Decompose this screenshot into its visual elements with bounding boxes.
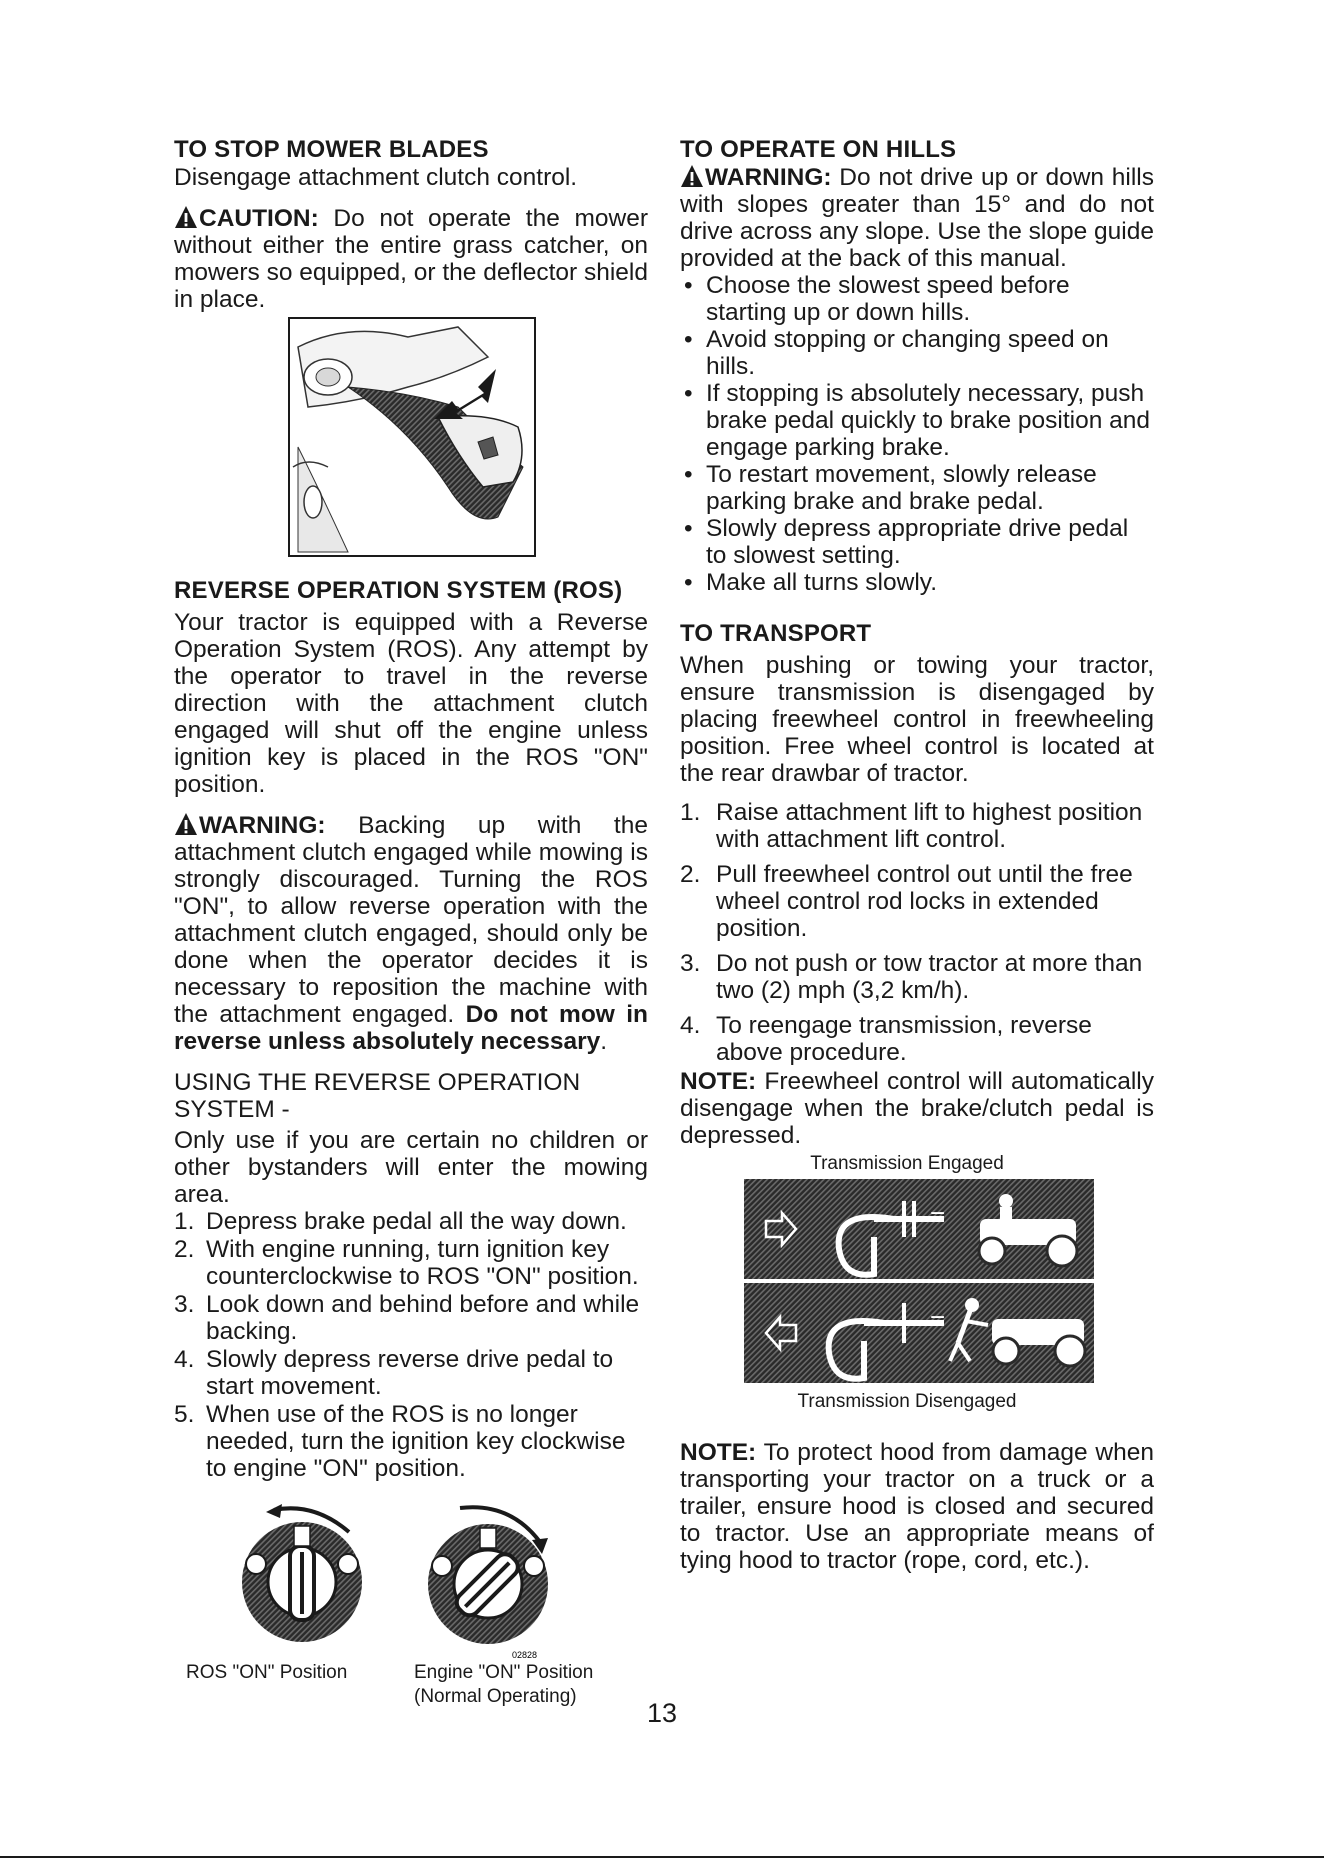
list-item: 1. Raise attachment lift to highest position with attachment lift control. <box>680 799 1143 853</box>
list-item: 3. Look down and behind before and while backing. <box>174 1291 640 1345</box>
list-item: 3. Do not push or tow tractor at more than two (2) mph (3,2 km/h). <box>680 950 1143 1004</box>
svg-text:=: = <box>930 1201 946 1231</box>
transport-text: When pushing or towing your tractor, ensure transmission is disengaged by placing freewheel control in freewheeling position. Free wheel control is located at the rear drawbar of tractor. <box>680 652 1154 787</box>
list-item: • Avoid stopping or changing speed on hills. <box>680 326 1154 380</box>
list-item: 2. Pull freewheel control out until the free wheel control rod locks in extended position. <box>680 861 1133 942</box>
ros-warning-paragraph: WARNING: Backing up with the attachment clutch engaged while mowing is strongly discouraged. Turning the ROS "ON", to allow reverse operation with the attachment clutch engaged, should only be done when the operator decides it is necessary to reposition the machine with the attachment engaged. Do not mow in reverse unless absolutely necessary. <box>174 812 648 1055</box>
ros-on-caption: ROS "ON" Position <box>186 1662 348 1683</box>
transmission-disengaged-caption: Transmission Disengaged <box>797 1391 1017 1412</box>
svg-text:=: = <box>930 1305 946 1335</box>
list-item: 5. When use of the ROS is no longer needed, turn the ignition key clockwise to engine "ON" position. <box>174 1401 626 1482</box>
warning-triangle-icon <box>174 812 198 836</box>
warning-triangle-icon <box>174 205 198 229</box>
list-item: 4. To reengage transmission, reverse above procedure. <box>680 1012 1092 1066</box>
transmission-engaged-caption: Transmission Engaged <box>810 1153 1004 1174</box>
list-item: • To restart movement, slowly release parking brake and brake pedal. <box>680 461 1154 515</box>
ros-warning-label: WARNING: <box>199 812 326 839</box>
ros-text: Your tractor is equipped with a Reverse Operation System (ROS). Any attempt by the operator to travel in the reverse direction with the attachment clutch engaged will shut off the engine unless ignition key is placed in the ROS "ON" position. <box>174 609 648 798</box>
ros-warning-text: Backing up with the attachment clutch engaged while mowing is strongly discouraged. Turning the ROS "ON", to allow reverse operation with the attachment clutch engaged, should only be done when the operator decides it is necessary to reposition the machine with the attachment engaged. <box>174 812 648 1028</box>
transmission-diagram <box>744 1179 1094 1389</box>
ros-heading: REVERSE OPERATION SYSTEM (ROS) <box>174 577 623 604</box>
engine-on-subcaption: (Normal Operating) <box>414 1686 577 1707</box>
page-number: 13 <box>646 1698 678 1728</box>
list-item: 4. Slowly depress reverse drive pedal to start movement. <box>174 1346 614 1400</box>
deflector-shield-illustration <box>288 317 536 557</box>
note-hood: NOTE: To protect hood from damage when transporting your tractor on a truck or a trailer, ensure hood is closed and secured to tractor. Use an appropriate means of tying hood to tractor (rope, cord, etc.). <box>680 1439 1154 1574</box>
caution-label: CAUTION: <box>199 205 319 232</box>
list-item: • If stopping is absolutely necessary, push brake pedal quickly to brake position and engage parking brake. <box>680 380 1154 461</box>
caution-text: Do not operate the mower without either the entire grass catcher, on mowers so equipped, or the deflector shield in place. <box>174 205 648 313</box>
list-item: • Make all turns slowly. <box>680 569 1154 596</box>
warning-triangle-icon <box>680 164 704 188</box>
left-column <box>174 136 648 1707</box>
using-ros-text: Only use if you are certain no children or other bystanders will enter the mowing area. <box>174 1127 648 1208</box>
list-item: 1. Depress brake pedal all the way down. <box>174 1208 627 1235</box>
note-freewheel: NOTE: Freewheel control will automatically disengage when the brake/clutch pedal is depressed. <box>680 1068 1154 1149</box>
transport-steps-list <box>680 799 1154 1066</box>
note-label: NOTE: <box>680 1439 757 1466</box>
hills-bullet-list <box>680 272 1154 596</box>
ignition-key-figures <box>174 1502 648 1707</box>
engine-on-caption: Engine "ON" Position <box>414 1662 594 1683</box>
engine-on-key-icon <box>410 1502 570 1662</box>
transport-heading: TO TRANSPORT <box>680 620 872 647</box>
list-item: 2. With engine running, turn ignition key counterclockwise to ROS "ON" position. <box>174 1236 639 1290</box>
hills-warning-text: Do not drive up or down hills with slopes greater than 15° and do not drive across any slope. Use the slope guide provided at the back of this manual. <box>680 164 1154 272</box>
stop-blades-heading: TO STOP MOWER BLADES <box>174 136 489 163</box>
hills-heading: TO OPERATE ON HILLS <box>680 136 957 163</box>
stop-blades-text: Disengage attachment clutch control. <box>174 164 578 191</box>
note-label: NOTE: <box>680 1068 757 1095</box>
ros-steps-list <box>174 1208 648 1482</box>
ros-warning-emphasis: Do not mow in reverse unless absolutely necessary <box>174 1001 648 1055</box>
hills-warning-label: WARNING: <box>705 164 832 191</box>
list-item: • Slowly depress appropriate drive pedal to slowest setting. <box>680 515 1154 569</box>
hills-warning-paragraph <box>680 164 1154 272</box>
using-ros-heading: USING THE REVERSE OPERATION SYSTEM - <box>174 1069 581 1123</box>
figure-code: 02828 <box>512 1650 538 1660</box>
ros-on-key-icon <box>234 1502 374 1652</box>
right-column <box>680 136 1154 1574</box>
caution-paragraph <box>174 205 648 313</box>
page-bottom-rule <box>0 1856 1324 1858</box>
list-item: • Choose the slowest speed before starting up or down hills. <box>680 272 1154 326</box>
